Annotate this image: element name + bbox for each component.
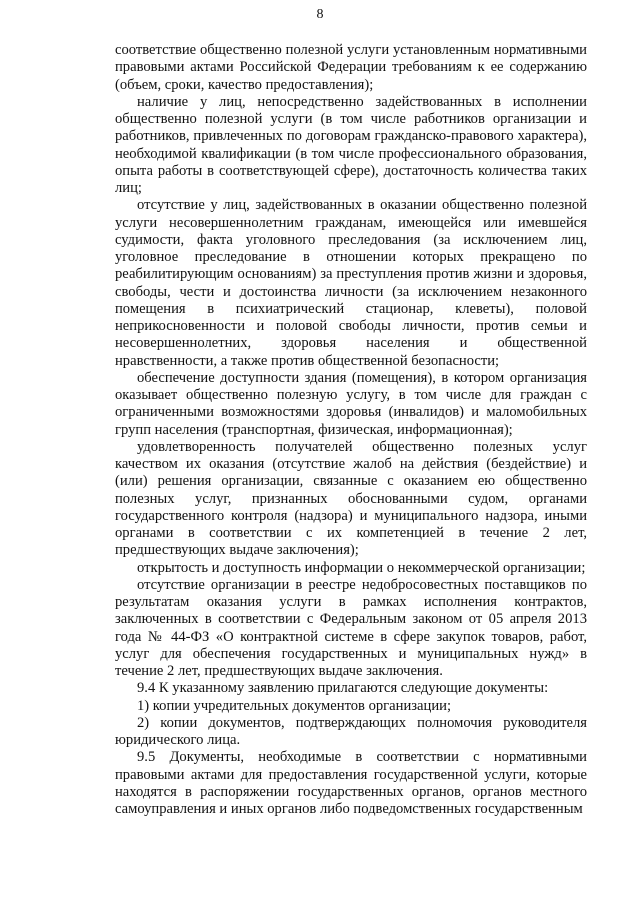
paragraph-criterion-openness: открытость и доступность информации о некоммерческой организации; (137, 559, 586, 576)
paragraph-list-item-2: 2) копии документов, подтверждающих полномочия руководителя юридического лица. (115, 714, 587, 748)
paragraph-criterion-qualification: наличие у лиц, непосредственно задействованных в исполнении общественно полезной услуги (в том числе работников организации и работников, привлеченных по договорам гражданско-правового характера), необходимой квалификации (в том числе профессионального образования, опыта работы в соответствующей сфере), достаточность количества таких лиц; (115, 93, 587, 196)
paragraph-section-9-4: 9.4 К указанному заявлению прилагаются следующие документы: (137, 680, 549, 697)
paragraph-section-9-5: 9.5 Документы, необходимые в соответствии с нормативными правовыми актами для предоставления государственной услуги, которые находятся в распоряжении государственных органов, органов местного самоуправления и иных органов либо подведомственных государственным (115, 749, 587, 817)
paragraph-criterion-no-criminal-record: отсутствие у лиц, задействованных в оказании общественно полезной услуги несовершеннолетним гражданам, имеющейся или имевшейся судимости, факта уголовного преследования (за исключением лиц, уголовное преследование в отношении которых прекращено по реабилитирующим основаниям) за преступления против жизни и здоровья, свободы, чести и достоинства личности (за исключением незаконного помещения в психиатрический стационар, клеветы), половой неприкосновенности и половой свободы личности, против семьи и несовершеннолетних, здоровья населения и общественной нравственности, а также против общественной безопасности; (115, 197, 587, 369)
paragraph-criterion-compliance: соответствие общественно полезной услуги установленным нормативными правовыми актами Российской Федерации требованиям к ее содержанию (объем, сроки, качество предоставления); (115, 42, 587, 93)
paragraph-criterion-satisfaction: удовлетворенность получателей общественно полезных услуг качеством их оказания (отсутствие жалоб на действия (бездействие) и (или) решения организации, связанные с оказанием ею общественно полезных услуг, признанных обоснованными судом, органами государственного контроля (надзора) и муниципального надзора, иными органами в соответствии с их компетенцией в течение 2 лет, предшествующих выдаче заключения); (115, 438, 587, 559)
document-body (115, 42, 587, 818)
paragraph-list-item-1: 1) копии учредительных документов организации; (137, 697, 451, 714)
paragraph-criterion-supplier-registry: отсутствие организации в реестре недобросовестных поставщиков по результатам оказания услуги в рамках исполнения контрактов, заключенных в соответствии с Федеральным законом от 05 апреля 2013 года № 44-ФЗ «О контрактной системе в сфере закупок товаров, работ, услуг для обеспечения государственных и муниципальных нужд» в течение 2 лет, предшествующих выдаче заключения. (115, 576, 587, 679)
paragraph-criterion-accessibility: обеспечение доступности здания (помещения), в котором организация оказывает общественно полезную услугу, в том числе для граждан с ограниченными возможностями здоровья (инвалидов) и маломобильных групп населения (транспортная, физическая, информационная); (115, 369, 587, 438)
page-number: 8 (316, 7, 324, 22)
